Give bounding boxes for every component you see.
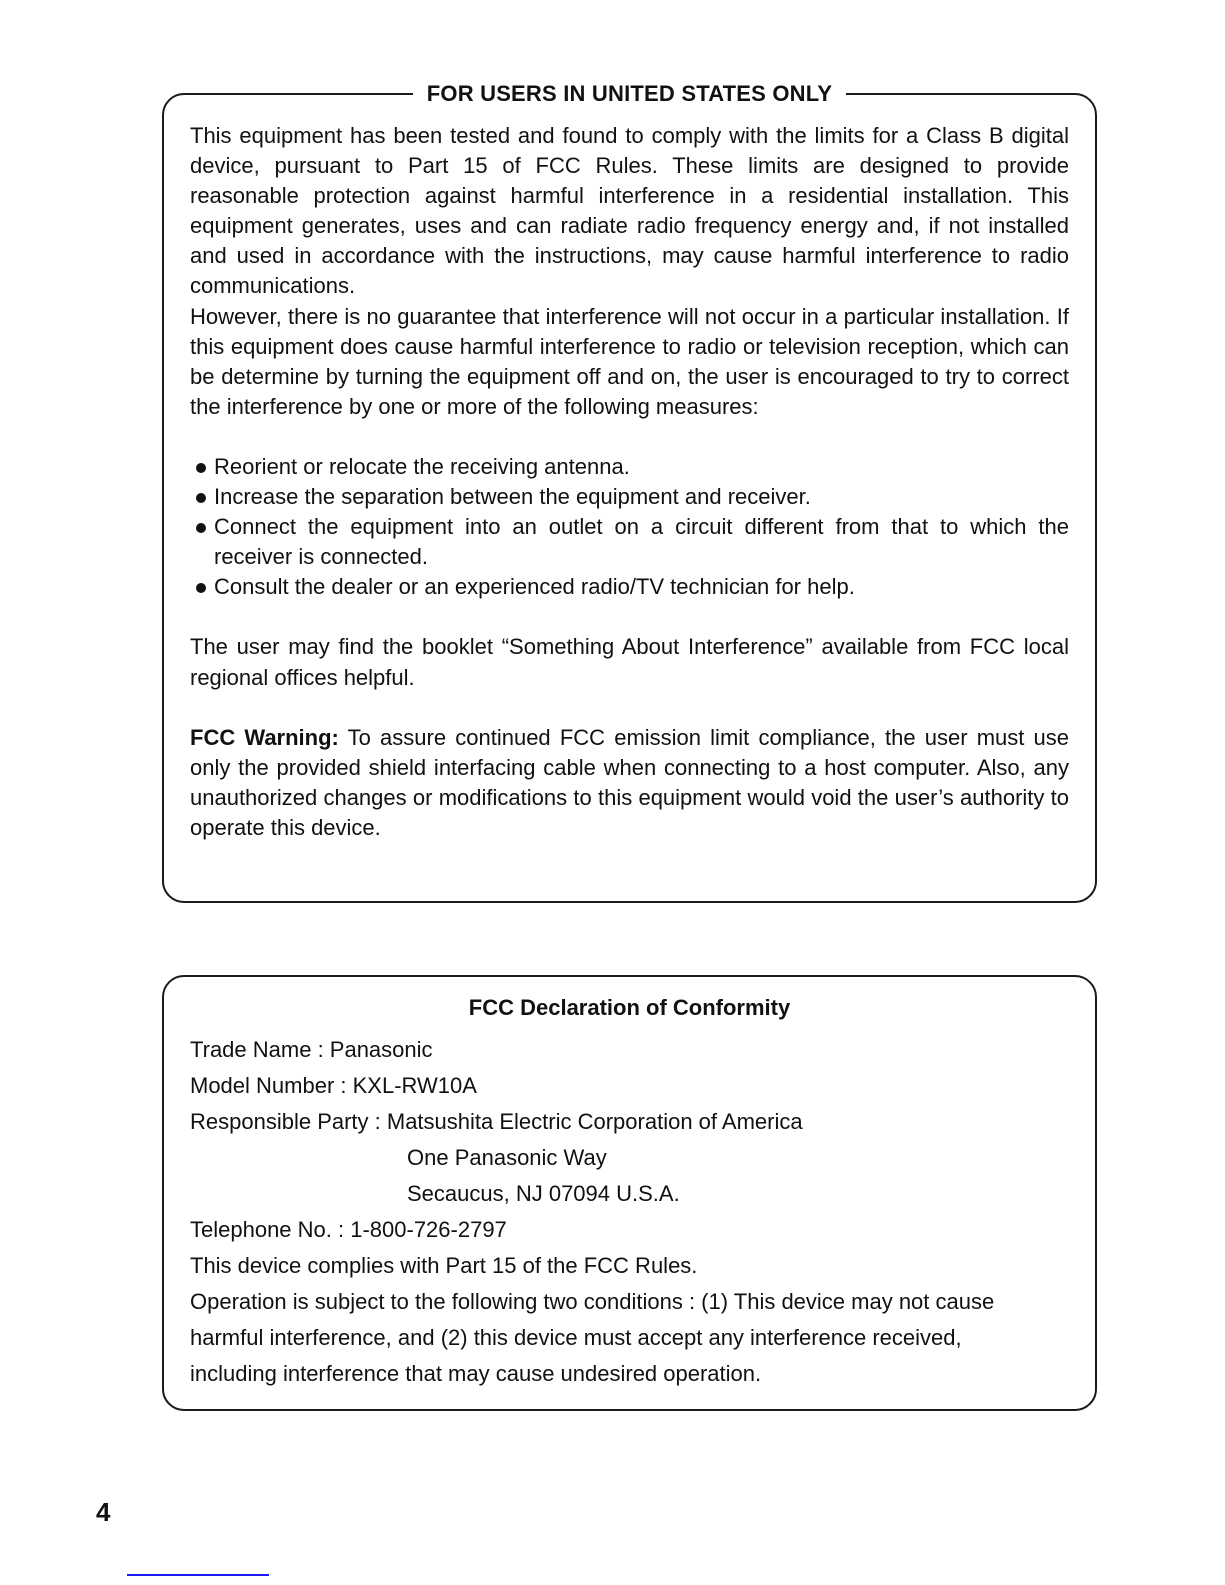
list-item [190, 482, 1069, 512]
compliance-statement: This device complies with Part 15 of the FCC Rules. [190, 1253, 698, 1278]
measures-list [190, 452, 1069, 602]
list-item-text: Consult the dealer or an experienced radio/TV technician for help. [214, 574, 855, 600]
us-users-body [190, 121, 1069, 843]
spacer [190, 422, 1069, 452]
bullet-icon [196, 523, 206, 533]
us-users-title: FOR USERS IN UNITED STATES ONLY [413, 81, 847, 106]
bullet-icon [196, 463, 206, 473]
fcc-warning-text: To assure continued FCC emission limit compliance, the user must use only the provided shield interfacing cable when connecting to a host computer. Also, any unauthorized changes or modifications to this equipment would void the user’s authority to operate this device. [190, 724, 1070, 840]
compliance-paragraph: This equipment has been tested and found to comply with the limits for a Class B digital device, pursuant to Part 15 of FCC Rules. These limits are designed to provide reasonable protection against harmful interference in a residential installation. This equipment generates, uses and can radiate radio frequency energy and, if not installed and used in accordance with the instructions, may cause harmful interference to radio communications. [190, 123, 1069, 299]
us-users-title-wrap [164, 81, 1095, 107]
list-item [190, 452, 1069, 482]
declaration-title: FCC Declaration of Conformity [468, 995, 791, 1020]
list-item-text: Connect the equipment into an outlet on a circuit different from that to which the receiver is connected. [214, 514, 1069, 570]
list-item-text: Reorient or relocate the receiving antenna. [214, 453, 630, 479]
interference-paragraph: However, there is no guarantee that interference will not occur in a particular installation. If this equipment does cause harmful interference to radio or television reception, which can be determine by turning the equipment off and on, the user is encouraged to try to correct the interference by one or more of the following measures: [190, 303, 1069, 419]
spacer [190, 602, 1069, 632]
responsible-party: Responsible Party : Matsushita Electric Corporation of America [190, 1109, 803, 1134]
list-item [190, 572, 1069, 602]
page-number: 4 [96, 1497, 111, 1527]
trade-name: Trade Name : Panasonic [190, 1037, 433, 1062]
conditions-line-1: Operation is subject to the following two conditions : (1) This device may not cause [190, 1289, 995, 1314]
fcc-warning-paragraph [190, 723, 1069, 843]
declaration-body [190, 1032, 1069, 1392]
declaration-box [162, 975, 1097, 1411]
list-item [190, 512, 1069, 572]
fcc-warning-label: FCC Warning: [190, 724, 339, 750]
footer-rule [127, 1574, 269, 1576]
us-users-notice-box [162, 81, 1097, 903]
conditions-line-2: harmful interference, and (2) this device must accept any interference received, [190, 1325, 962, 1350]
telephone: Telephone No. : 1-800-726-2797 [190, 1217, 507, 1242]
conditions-line-3: including interference that may cause undesired operation. [190, 1361, 762, 1386]
spacer [190, 693, 1069, 723]
list-item-text: Increase the separation between the equipment and receiver. [214, 484, 811, 510]
bullet-icon [196, 493, 206, 503]
booklet-paragraph: The user may find the booklet “Something About Interference” available from FCC local regional offices helpful. [190, 634, 1069, 690]
address-line-1: One Panasonic Way [407, 1145, 607, 1170]
bullet-icon [196, 583, 206, 593]
address-line-2: Secaucus, NJ 07094 U.S.A. [407, 1181, 680, 1206]
model-number: Model Number : KXL-RW10A [190, 1073, 477, 1098]
